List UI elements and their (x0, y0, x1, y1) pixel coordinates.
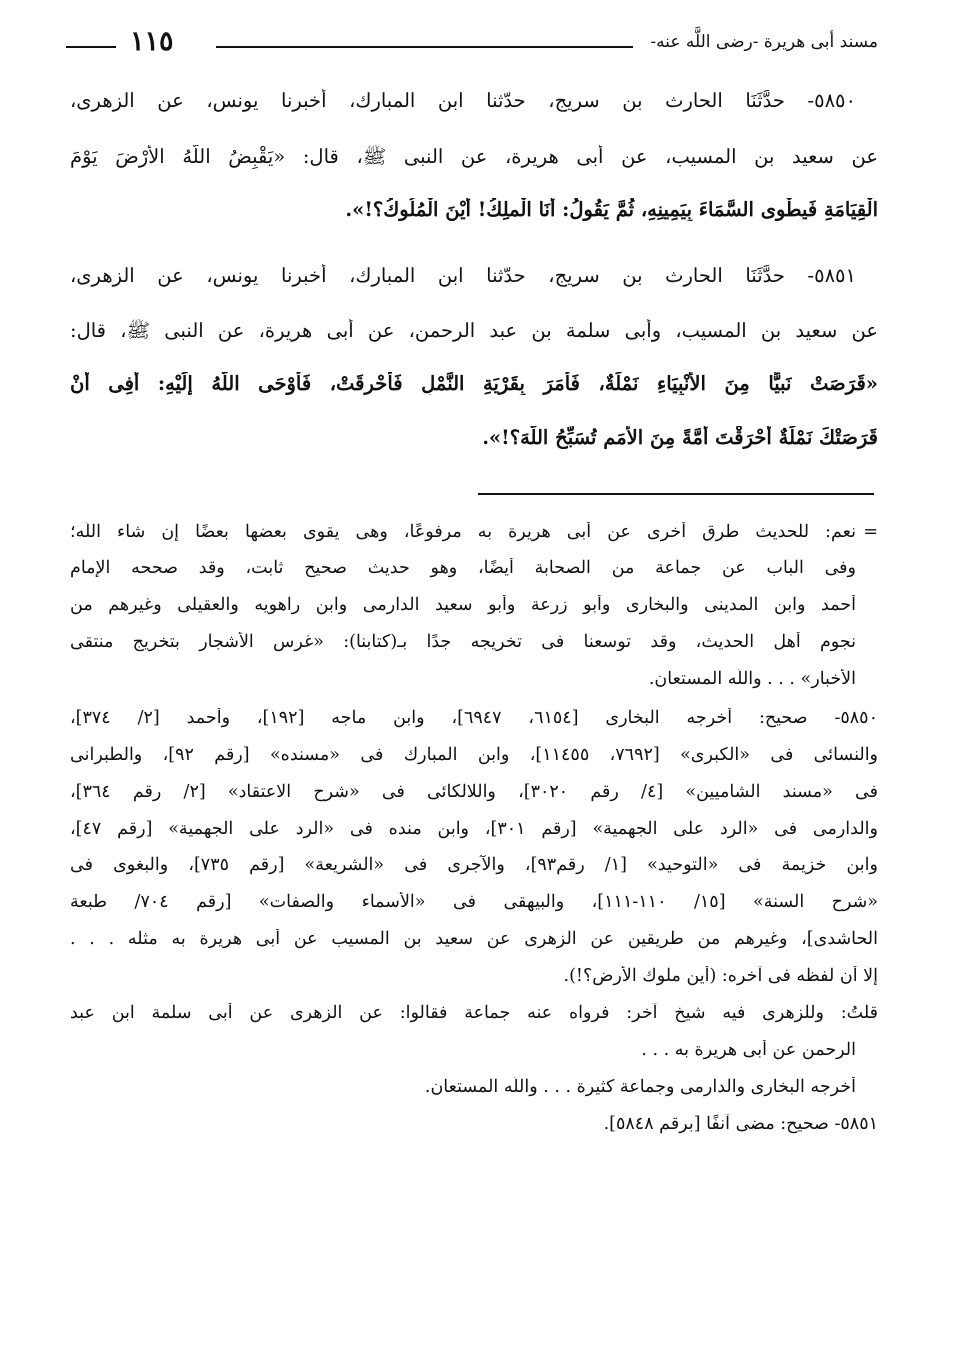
qultu-line-2: الرحمن عن أبى هريرة به . . . (641, 1040, 856, 1060)
footnote-5850-line-2: والنسائى فى «الكبرى» [٧٦٩٢، ١١٤٥٥]، وابن المبارك فى «مسنده» [رقم ٩٢]، والطبرانى (70, 745, 878, 765)
footnote-5850-line-5: وابن خزيمة فى «التوحيد» [١/ رقم٩٣]، والآجرى فى «الشريعة» [رقم ٧٣٥]، والبغوى فى (70, 855, 878, 875)
footnote-5850-line-3: فى «مسند الشاميين» [٤/ رقم ٣٠٢٠]، واللالكائى فى «شرح الاعتقاد» [٢/ رقم ٣٦٤]، (70, 782, 878, 802)
footnote-cont-line-4: نجوم أهل الحديث، وقد توسعنا فى تخريجه جدًا بـ(كتابنا): «غرس الأشجار بتخريج منتقى (70, 632, 856, 652)
header-rule (216, 46, 633, 48)
hadith-5850-line-3: الْقِيَامَةِ فَيطْوِى السَّمَاءَ بِيَمِينِهِ، ثُمَّ يَقُولُ: أَنَا الْملِكُ! أَيْنَ الْمُلُوكُ؟!». (345, 198, 878, 221)
footnote-5850-line-8: إلا أن لفظه فى آخره: (أين ملوك الأرض؟!). (563, 966, 878, 986)
footnote-cont-line-3: أحمد وابن المدينى والبخارى وأبو زرعة وأبو سعيد الدارمى وابن راهويه والعقيلى وغيرهم من (70, 595, 856, 615)
hadith-5851-line-4: قَرَصَتْكَ نَمْلَةٌ أَحْرَقْتَ أُمَّةً مِنَ الأُمَمِ تُسَبِّحُ اللَّهَ؟!». (482, 426, 878, 449)
header-dash (66, 46, 116, 48)
hadith-5850-line-2: عن سعيد بن المسيب، عن أبى هريرة، عن النبى ﷺ، قال: «يَقْبِضُ اللَّهُ الأَرْضَ يَوْمَ (70, 145, 878, 168)
running-title: مسند أبى هريرة -رضى اللَّه عنه- (650, 32, 878, 52)
hadith-5850-line-1: ٥٨٥٠- حدَّثَنَا الحارث بن سريجٍ، حدّثنا ابن المبارك، أخبرنا يونس، عن الزهرى، (70, 89, 856, 112)
footnote-cont-line-5: الأخبار» . . . واللَّه المستعان. (648, 669, 856, 689)
footnote-cont-line-2: وفى الباب عن جماعة من الصحابة أيضًا، وهو حديث صحيح ثابت، وقد صححه الإمام (70, 558, 856, 578)
page-number: ١١٥ (130, 26, 174, 57)
footnote-5850-line-1: ٥٨٥٠- صحيح: أخرجه البخارى [٦١٥٤، ٦٩٤٧]، وابن ماجه [١٩٢]، وأحمد [٢/ ٣٧٤]، (70, 708, 878, 728)
page-header (66, 26, 878, 66)
qultu-line-3: أخرجه البخارى والدارمى وجماعة كثيرة . . . واللَّه المستعان. (424, 1077, 856, 1097)
continuation-marker: = (863, 522, 878, 542)
footnote-5850-line-6: «شرح السنة» [١٥/ ١١٠-١١١]، والبيهقى فى «الأسماء والصفات» [رقم ٧٠٤/ طبعة (70, 892, 878, 912)
hadith-5851-line-1: ٥٨٥١- حدَّثَنَا الحارث بن سريجٍ، حدّثنا ابن المبارك، أخبرنا يونس، عن الزهرى، (70, 264, 856, 287)
footnote-separator (478, 493, 874, 495)
qultu-line-1: قلتُ: وللزهرى فيه شيخ آخر: فرواه عنه جماعة فقالوا: عن الزهرى عن أبى سلمة ابن عبد (70, 1003, 878, 1023)
hadith-5851-line-2: عن سعيد بن المسيب، وأبى سلمة بن عبد الرحمن، عن أبى هريرة، عن النبى ﷺ، قال: (70, 319, 878, 342)
footnote-5850-line-7: الحاشدى]، وغيرهم من طريقين عن الزهرى عن سعيد بن المسيب عن أبى هريرة به مثله . . . (70, 929, 878, 949)
hadith-5851-line-3: «قَرَصَتْ نَبيًّا مِنَ الأَنْبِيَاءِ نَمْلَةٌ، فَأَمَرَ بِقَرْيَةِ النَّمْلِ فَأُحْرِقَتْ، فَأَوْحَى اللَّهُ إِلَيْهِ: أَفِى أَنْ (70, 372, 878, 395)
footnote-cont-line-1: نعم: للحديث طرق أخرى عن أبى هريرة به مرفوعًا، وهى يقوى بعضها بعضًا إن شاء اللَّه؛ (70, 522, 856, 542)
footnote-5851: ٥٨٥١- صحيح: مضى آنفًا [برقم ٥٨٤٨]. (603, 1114, 878, 1134)
footnote-5850-line-4: والدارمى فى «الرد على الجهمية» [رقم ٣٠١]، وابن منده فى «الرد على الجهمية» [رقم ٤٧]، (70, 819, 878, 839)
